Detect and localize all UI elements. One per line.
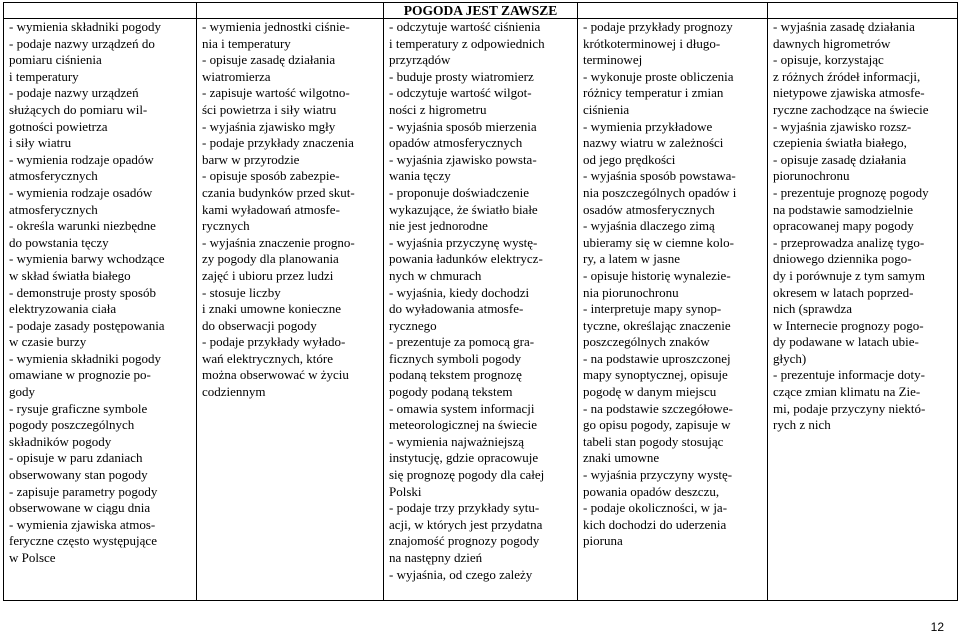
requirement-line: - przeprowadza analizę tygo- [773, 234, 925, 250]
requirement-line: ryczne zachodzące na świecie [773, 101, 929, 117]
requirement-line: - wyjaśnia przyczynę wystę- [389, 234, 538, 250]
requirement-line: - podaje zasady postępowania [9, 317, 165, 333]
column-2-cell [197, 19, 384, 601]
requirement-line: w czasie burzy [9, 334, 87, 350]
requirement-line: na następny dzień [389, 550, 483, 565]
requirement-line: ności z higrometru [389, 101, 487, 117]
requirement-line: głych) [773, 350, 807, 366]
requirement-line: - wyjaśnia, kiedy dochodzi [389, 284, 530, 300]
requirement-line: znaki umowne [583, 450, 660, 466]
requirement-line: zajęć i ubioru przez ludzi [202, 267, 334, 283]
requirement-line: nich (sprawdza [773, 301, 853, 317]
requirement-line: na podstawie samodzielnie [773, 201, 914, 217]
requirement-line: - wyjaśnia zjawisko powsta- [389, 151, 537, 167]
requirement-line: opracowanej mapy pogody [773, 218, 914, 234]
requirement-line: - demonstruje prosty sposób [9, 284, 156, 300]
requirement-line: i temperatury z odpowiednich [389, 35, 545, 51]
requirement-line: - wyjaśnia zjawisko rozsz- [773, 118, 912, 134]
requirement-line: okresem w latach poprzed- [773, 284, 914, 300]
requirement-line: - wyjaśnia zasadę działania [773, 19, 915, 34]
requirement-line: - opisuje, korzystając [773, 52, 884, 68]
requirement-line: - wyjaśnia znaczenie progno- [202, 234, 355, 250]
requirement-line: - na podstawie uproszczonej [583, 350, 731, 366]
header-empty-cell-4 [578, 3, 768, 19]
requirement-line: - podaje przykłady prognozy [583, 19, 733, 34]
column-1-cell [4, 19, 197, 601]
requirement-line: ści powietrza i siły wiatru [202, 101, 337, 117]
requirement-line: znajomość prognozy pogody [389, 533, 540, 549]
requirement-line: - odczytuje wartość wilgot- [389, 85, 532, 101]
requirement-line: nych w chmurach [389, 267, 482, 283]
requirement-line: tyczne, określając znaczenie [583, 317, 731, 333]
requirement-line: codziennym [202, 384, 266, 400]
requirement-line: różnicy temperatur i zmian [583, 85, 724, 101]
requirement-line: - wyjaśnia przyczyny wystę- [583, 467, 733, 483]
requirement-line: rych z nich [773, 417, 831, 433]
requirement-line: - wymienia zjawiska atmos- [9, 516, 156, 532]
requirement-line: - opisuje sposób zabezpie- [202, 168, 340, 184]
requirement-line: - podaje okoliczności, w ja- [583, 500, 728, 516]
requirements-table [3, 2, 958, 601]
requirement-line: - podaje trzy przykłady sytu- [389, 500, 540, 516]
requirement-line: dy i porównuje z tym samym [773, 267, 926, 283]
requirement-line: do obserwacji pogody [202, 317, 317, 333]
requirement-line: - podaje nazwy urządzeń [9, 85, 139, 101]
requirement-line: - wymienia jednostki ciśnie- [202, 19, 350, 34]
requirement-line: nietypowe zjawiska atmosfe- [773, 85, 925, 101]
header-empty-cell-2 [197, 3, 384, 19]
requirement-line: rycznych [202, 218, 250, 234]
requirement-line: mi, podaje przyczyny niektó- [773, 400, 926, 416]
requirement-line: terminowej [583, 52, 643, 68]
requirement-line: elektryzowania ciała [9, 301, 117, 317]
column-3-cell [384, 19, 578, 601]
requirement-line: do wyładowania atmosfe- [389, 301, 524, 317]
requirement-line: w Polsce [9, 550, 56, 565]
requirement-line: - prezentuje informacje doty- [773, 367, 925, 383]
requirement-line: wiatromierza [202, 68, 271, 84]
requirement-line: w Internecie prognozy pogo- [773, 317, 924, 333]
requirement-line: - opisuje zasadę działania [202, 52, 336, 68]
requirement-line: atmosferycznych [9, 168, 98, 184]
requirement-line: - prezentuje prognozę pogody [773, 184, 929, 200]
requirement-line: - zapisuje wartość wilgotno- [202, 85, 350, 101]
requirement-line: i znaki umowne konieczne [202, 301, 341, 317]
requirement-line: ubieramy się w ciemne kolo- [583, 234, 734, 250]
requirement-line: - buduje prosty wiatromierz [389, 68, 534, 84]
requirement-line: - wymienia przykładowe [583, 118, 713, 134]
requirement-line: czące zmian klimatu na Zie- [773, 384, 921, 400]
requirement-line: tabeli stan pogody stosując [583, 433, 724, 449]
requirement-line: obserwowany stan pogody [9, 467, 148, 483]
requirement-line: - podaje przykłady znaczenia [202, 135, 354, 151]
requirement-line: - wymienia barwy wchodzące [9, 251, 165, 267]
requirement-line: rycznego [389, 317, 437, 333]
requirement-line: pogody podaną tekstem [389, 384, 513, 400]
requirement-line: składników pogody [9, 433, 112, 449]
requirement-line: ficznych symboli pogody [389, 350, 522, 366]
requirement-line: nia piorunochronu [583, 284, 679, 300]
requirement-line: - opisuje w paru zdaniach [9, 450, 143, 466]
requirement-line: - omawia system informacji [389, 400, 535, 416]
requirement-line: - wymienia rodzaje opadów [9, 151, 154, 167]
requirement-line: gody [9, 384, 35, 400]
requirement-line: ry, a latem w jasne [583, 251, 680, 267]
requirement-line: - odczytuje wartość ciśnienia [389, 19, 541, 34]
requirement-line: atmosferycznych [9, 201, 98, 217]
content-row [4, 19, 958, 601]
requirement-line: krótkoterminowej i długo- [583, 35, 721, 51]
requirement-line: piorunochronu [773, 168, 850, 184]
requirement-line: i temperatury [9, 68, 79, 84]
requirement-line: feryczne często występujące [9, 533, 157, 549]
requirement-line: nie jest jednorodne [389, 218, 488, 234]
requirement-line: przyrządów [389, 52, 451, 68]
requirement-line: gotności powietrza [9, 118, 108, 134]
requirement-line: - wyjaśnia dlaczego zimą [583, 218, 715, 234]
requirement-line: mapy synoptycznej, opisuje [583, 367, 728, 383]
requirement-line: nazwy wiatru w zależności [583, 135, 724, 151]
requirement-line: ciśnienia [583, 101, 630, 117]
column-5-cell [768, 19, 958, 601]
requirement-line: zy pogody dla planowania [202, 251, 339, 267]
requirement-line: nia i temperatury [202, 35, 291, 51]
requirement-line: instytucję, gdzie opracowuje [389, 450, 539, 466]
section-heading: POGODA JEST ZAWSZE [384, 3, 578, 19]
requirement-line: - wymienia składniki pogody [9, 350, 162, 366]
requirement-line: powania ładunków elektrycz- [389, 251, 543, 267]
header-row [4, 3, 958, 19]
requirement-line: czepienia światła białego, [773, 135, 907, 151]
requirement-line: - wykonuje proste obliczenia [583, 68, 734, 84]
requirement-line: czania budynków przed skut- [202, 184, 355, 200]
requirement-line: osadów atmosferycznych [583, 201, 715, 217]
requirement-line: pomiaru ciśnienia [9, 52, 102, 68]
requirement-line: Polski [389, 483, 422, 499]
requirement-line: - na podstawie szczegółowe- [583, 400, 733, 416]
requirement-line: - wyjaśnia, od czego zależy [389, 566, 533, 582]
requirement-line: w skład światła białego [9, 267, 131, 283]
requirement-line: - opisuje historię wynalezie- [583, 267, 731, 283]
requirement-line: - wymienia rodzaje osadów [9, 184, 153, 200]
requirement-line: - prezentuje za pomocą gra- [389, 334, 535, 350]
requirement-line: pogodę w danym miejscu [583, 384, 717, 400]
requirement-line: - podaje przykłady wyłado- [202, 334, 346, 350]
requirement-line: dy podawane w latach ubie- [773, 334, 919, 350]
requirement-line: się prognozę pogody dla całej [389, 467, 545, 483]
requirement-line: dawnych higrometrów [773, 35, 891, 51]
requirement-line: powania opadów deszczu, [583, 483, 720, 499]
requirement-line: - interpretuje mapy synop- [583, 301, 722, 317]
requirement-line: służących do pomiaru wil- [9, 101, 148, 117]
requirement-line: meteorologicznej na świecie [389, 417, 537, 433]
requirement-line: - wymienia składniki pogody [9, 19, 162, 34]
requirement-line: - rysuje graficzne symbole [9, 400, 148, 416]
requirement-line: - wymienia najważniejszą [389, 433, 524, 449]
requirement-line: poszczególnych znaków [583, 334, 710, 350]
requirement-line: kich dochodzi do uderzenia [583, 516, 727, 532]
requirement-line: wań elektrycznych, które [202, 350, 334, 366]
requirement-line: pioruna [583, 533, 623, 549]
requirement-line: dniowego dziennika pogo- [773, 251, 912, 267]
requirement-line: - proponuje doświadczenie [389, 184, 530, 200]
requirement-line: - określa warunki niezbędne [9, 218, 156, 234]
requirement-line: go opisu pogody, zapisuje w [583, 417, 731, 433]
requirement-line: - zapisuje parametry pogody [9, 483, 158, 499]
requirement-line: - stosuje liczby [202, 284, 281, 300]
requirement-line: od jego prędkości [583, 151, 676, 167]
requirement-line: barw w przyrodzie [202, 151, 300, 167]
requirement-line: - podaje nazwy urządzeń do [9, 35, 155, 51]
requirement-line: - wyjaśnia sposób powstawa- [583, 168, 736, 184]
column-4-cell [578, 19, 768, 601]
requirement-line: pogody poszczególnych [9, 417, 135, 433]
requirement-line: nia poszczególnych opadów i [583, 184, 737, 200]
requirement-line: - wyjaśnia zjawisko mgły [202, 118, 336, 134]
requirement-line: i siły wiatru [9, 135, 72, 151]
requirement-line: wykazujące, że światło białe [389, 201, 538, 217]
header-empty-cell-5 [768, 3, 958, 19]
requirement-line: wania tęczy [389, 168, 451, 184]
requirement-line: opadów atmosferycznych [389, 135, 523, 151]
requirement-line: - wyjaśnia sposób mierzenia [389, 118, 537, 134]
requirement-line: kami wyładowań atmosfe- [202, 201, 340, 217]
requirement-line: z różnych źródeł informacji, [773, 68, 921, 84]
header-empty-cell-1 [4, 3, 197, 19]
requirement-line: można obserwować w życiu [202, 367, 349, 383]
requirement-line: acji, w których jest przydatna [389, 516, 543, 532]
requirement-line: obserwowane w ciągu dnia [9, 500, 151, 516]
requirement-line: - opisuje zasadę działania [773, 151, 907, 167]
page-number: 12 [930, 620, 944, 634]
requirement-line: omawiane w prognozie po- [9, 367, 151, 383]
requirement-line: podaną tekstem prognozę [389, 367, 522, 383]
requirement-line: do powstania tęczy [9, 234, 109, 250]
